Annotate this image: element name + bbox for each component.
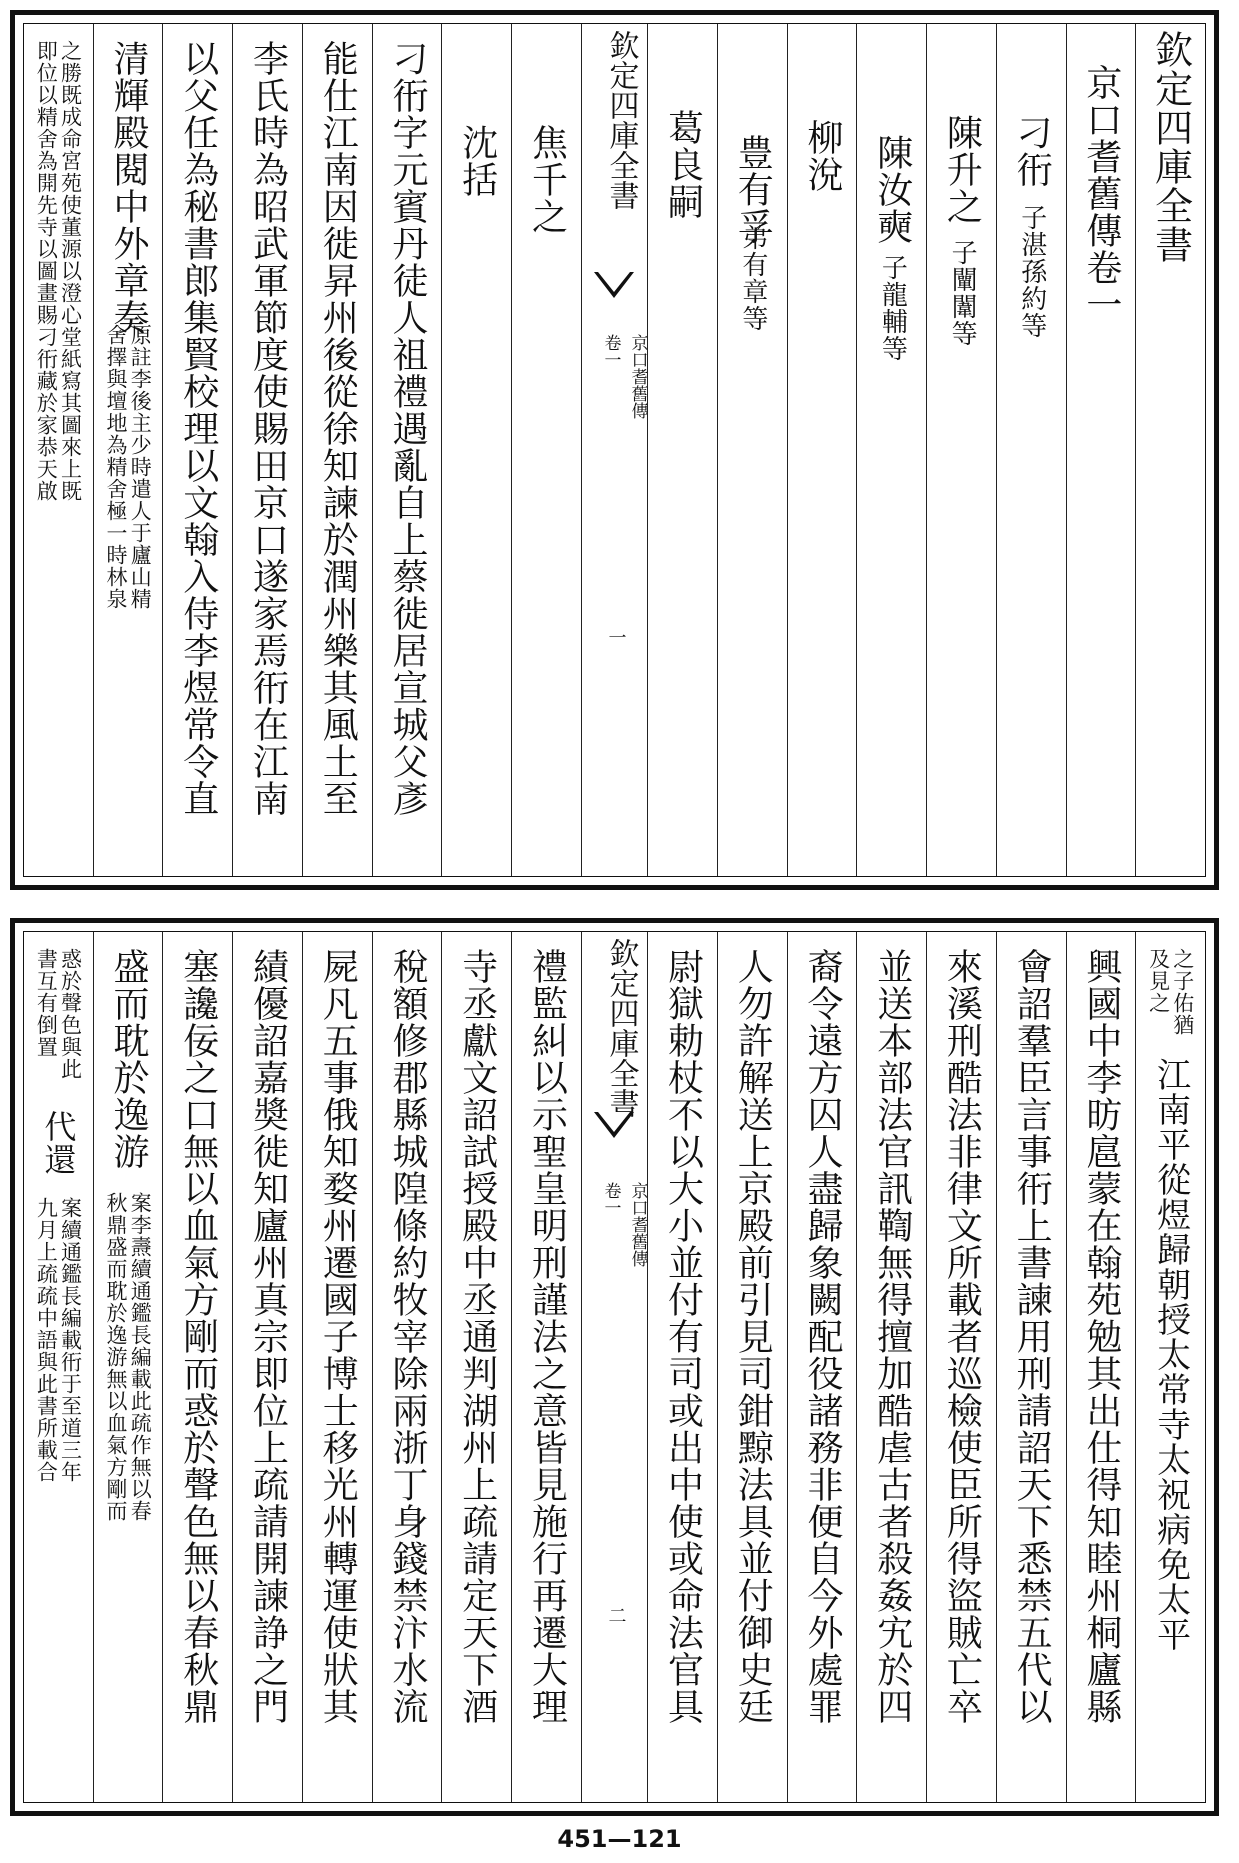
text-column bbox=[717, 932, 787, 1802]
text-line: 塞讒佞之口無以血氣方剛而惑於聲色無以春秋鼎 bbox=[177, 948, 219, 1725]
fold-subtitle bbox=[598, 1182, 647, 1267]
book-title: 京口耆舊傳卷一 bbox=[1080, 64, 1122, 323]
entry-column bbox=[926, 24, 996, 876]
text-line: 以父任為秘書郎集賢校理以文翰入侍李煜常令直 bbox=[177, 40, 219, 817]
entry-column bbox=[996, 24, 1066, 876]
book-title-column bbox=[1066, 24, 1136, 876]
entry-name: 陳升之 bbox=[941, 114, 983, 225]
text-column bbox=[93, 932, 163, 1802]
entry-name: 豊有孚 bbox=[732, 134, 774, 245]
text-line: 能仕江南因徙昇州後從徐知諫於潤州樂其風土至 bbox=[317, 40, 359, 817]
text-line: 代還 bbox=[39, 1110, 78, 1176]
entry-name: 沈括 bbox=[456, 124, 498, 198]
fold-subtitle bbox=[598, 334, 647, 419]
footer-caption: 451—121 bbox=[557, 1825, 682, 1853]
entry-column bbox=[511, 24, 581, 876]
header-column bbox=[1135, 24, 1205, 876]
annotation-left: 及見之 bbox=[1146, 948, 1171, 1014]
text-column bbox=[926, 932, 996, 1802]
annotation-left: 九月上疏疏中語與此書所載合 bbox=[34, 1197, 59, 1483]
text-column bbox=[996, 932, 1066, 1802]
entry-note: 子湛孫約等 bbox=[1016, 204, 1047, 339]
text-column bbox=[787, 932, 857, 1802]
text-line: 稅額修郡縣城隍條約牧宰除兩浙丁身錢禁汴水流 bbox=[386, 948, 428, 1725]
top-page bbox=[10, 10, 1219, 890]
entry-note: 子闡闈等 bbox=[947, 239, 978, 347]
fold-center bbox=[592, 932, 648, 1802]
fold-page-number: 二 bbox=[608, 1606, 627, 1627]
fold-subtitle-book: 京口耆舊傳 bbox=[627, 334, 648, 419]
entry-name: 柳涗 bbox=[801, 119, 843, 193]
bottom-page bbox=[10, 918, 1219, 1816]
text-line: 屍凡五事俄知婺州遷國子博士移光州轉運使狀其 bbox=[317, 948, 359, 1725]
text-column bbox=[372, 24, 442, 876]
text-column bbox=[24, 24, 93, 876]
entry-column bbox=[856, 24, 926, 876]
text-column bbox=[162, 24, 232, 876]
annotation-right: 惑於聲色與此 bbox=[58, 948, 83, 1080]
text-line: 會詔羣臣言事衎上書諫用刑請詔天下悉禁五代以 bbox=[1011, 948, 1053, 1725]
entry-name: 葛良嗣 bbox=[662, 109, 704, 220]
annotation-right: 案續通鑑長編載衎于至道三年 bbox=[58, 1197, 83, 1483]
text-line: 禮監糾以示聖皇明刑謹法之意皆見施行再遷大理 bbox=[526, 948, 568, 1725]
text-line: 李氏時為昭武軍節度使賜田京口遂家焉衎在江南 bbox=[247, 40, 289, 817]
entry-column bbox=[647, 24, 717, 876]
entry-name: 刁衎 bbox=[1011, 114, 1053, 188]
text-line: 裔令遠方囚人盡歸象闕配役諸務非便自今外處罪 bbox=[801, 948, 843, 1725]
entry-column bbox=[787, 24, 857, 876]
fold-title: 欽定四庫全書 bbox=[603, 938, 639, 1118]
text-column bbox=[162, 932, 232, 1802]
fold-title: 欽定四庫全書 bbox=[603, 30, 639, 210]
text-line: 刁衎字元賓丹徒人祖禮遇亂自上蔡徙居宣城父彥 bbox=[386, 40, 428, 817]
annotation-left: 舍擇與壇地為精舍極一時林泉 bbox=[104, 324, 129, 610]
annotation-right: 之勝既成命宮苑使董源以澄心堂紙寫其圖來上既 bbox=[58, 40, 83, 502]
text-line: 並送本部法官訊鞫無得擅加酷虐古者殺姦宄於四 bbox=[871, 948, 913, 1725]
text-line: 盛而耽於逸游 bbox=[108, 948, 150, 1170]
text-column bbox=[232, 932, 302, 1802]
fold-column bbox=[581, 24, 647, 876]
text-line: 江南平從煜歸朝授太常寺太祝病免太平 bbox=[1150, 1057, 1191, 1652]
text-line: 興國中李昉扈蒙在翰苑勉其出仕得知睦州桐廬縣 bbox=[1080, 948, 1122, 1725]
entry-column bbox=[441, 24, 511, 876]
text-column bbox=[93, 24, 163, 876]
text-column bbox=[302, 932, 372, 1802]
text-line: 績優詔嘉奬徙知廬州真宗即位上疏請開諫諍之門 bbox=[247, 948, 289, 1725]
fold-subtitle-volume: 卷一 bbox=[600, 1182, 621, 1216]
fold-page-number: 一 bbox=[608, 628, 627, 649]
annotation-right: 之子佑猶 bbox=[1170, 948, 1195, 1036]
fold-subtitle-volume: 卷一 bbox=[600, 334, 621, 368]
annotation-left: 即位以精舍為開先寺以圖畫賜刁衎藏於家恭天啟 bbox=[34, 40, 59, 502]
text-line: 清輝殿閱中外章奏 bbox=[108, 40, 150, 336]
entry-note: 弟有章等 bbox=[737, 224, 768, 332]
entry-name: 陳汝奭 bbox=[871, 134, 913, 245]
annotation-right: 案李燾續通鑑長編載此疏作無以春 bbox=[128, 1192, 153, 1522]
annotation-left: 書互有倒置 bbox=[34, 948, 59, 1058]
entry-note: 子龍輔等 bbox=[877, 254, 908, 362]
text-column bbox=[1066, 932, 1136, 1802]
text-column bbox=[1135, 932, 1205, 1802]
text-column bbox=[647, 932, 717, 1802]
text-line: 來溪刑酷法非律文所載者巡檢使臣所得盜賊亡卒 bbox=[941, 948, 983, 1725]
text-column bbox=[441, 932, 511, 1802]
header-title: 欽定四庫全書 bbox=[1148, 30, 1193, 264]
bottom-page-frame bbox=[23, 931, 1206, 1803]
text-line: 寺丞獻文詔試授殿中丞通判湖州上疏請定天下酒 bbox=[456, 948, 498, 1725]
fold-subtitle-book: 京口耆舊傳 bbox=[627, 1182, 648, 1267]
text-column bbox=[24, 932, 93, 1802]
text-column bbox=[232, 24, 302, 876]
fold-center bbox=[592, 24, 648, 876]
text-line: 人勿許解送上京殿前引見司鉗黥法具並付御史廷 bbox=[732, 948, 774, 1725]
text-line: 尉獄勅杖不以大小並付有司或出中使或命法官具 bbox=[662, 948, 704, 1725]
text-column bbox=[302, 24, 372, 876]
top-page-frame bbox=[23, 23, 1206, 877]
text-column bbox=[856, 932, 926, 1802]
entry-column bbox=[717, 24, 787, 876]
text-column bbox=[372, 932, 442, 1802]
fold-column bbox=[581, 932, 647, 1802]
entry-name: 焦千之 bbox=[526, 124, 568, 235]
annotation-right: 原註李後主少時遣人于廬山精 bbox=[128, 324, 153, 610]
text-column bbox=[511, 932, 581, 1802]
annotation-left: 秋鼎盛而耽於逸游無以血氣方剛而 bbox=[104, 1192, 129, 1522]
